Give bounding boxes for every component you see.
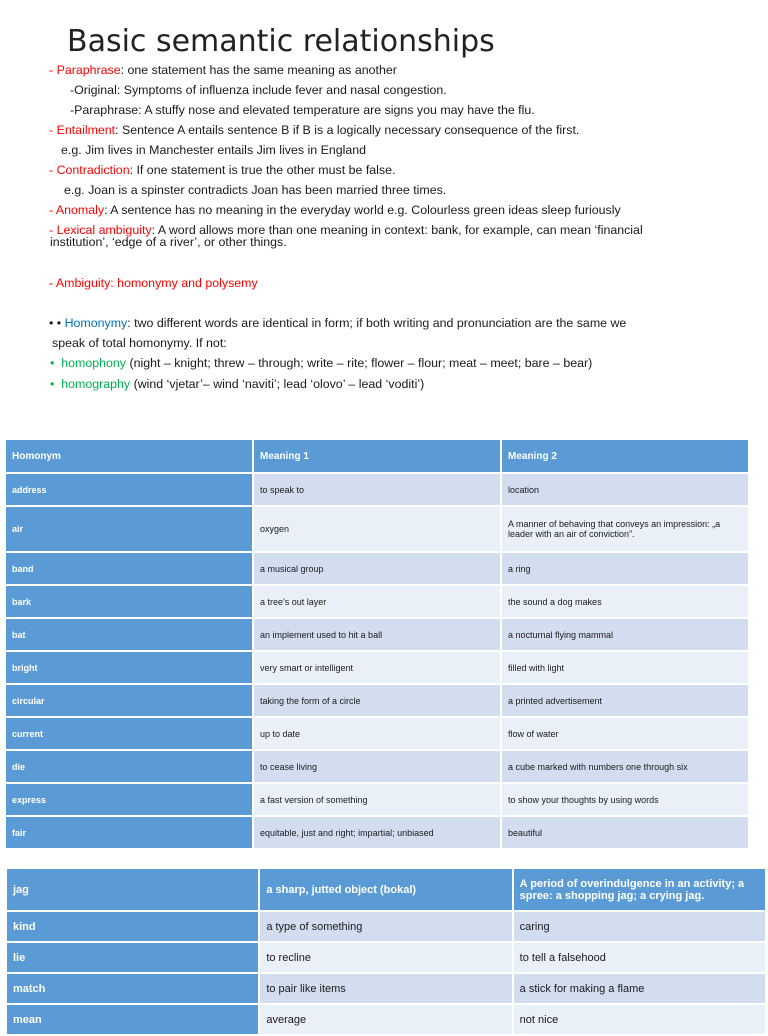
meaning2-cell: to tell a falsehood [514, 943, 765, 972]
meaning2-cell: a stick for making a flame [514, 974, 765, 1003]
anomaly-line [49, 203, 621, 217]
contradiction-line [49, 163, 395, 177]
anomaly-definition: : A sentence has no meaning in the everyday world e.g. Colourless green ideas sleep furiously [104, 203, 621, 217]
meaning1-cell: equitable, just and right; impartial; unbiased [254, 817, 500, 848]
homonym-cell: fair [6, 817, 252, 848]
anomaly-label: - Anomaly [49, 203, 105, 217]
homonym-table-continued [5, 867, 767, 1036]
contradiction-definition: : If one statement is true the other must be false. [129, 163, 396, 177]
homonym-cell: die [6, 751, 252, 782]
paraphrase-label: - Paraphrase [49, 63, 121, 77]
meaning1-cell: oxygen [254, 507, 500, 551]
meaning1-cell: to recline [260, 943, 511, 972]
homophony-definition: (night – knight; threw – through; write – rite; flower – flour; meat – meet; bare – bear) [126, 356, 593, 370]
meaning2-cell: the sound a dog makes [502, 586, 748, 617]
table-row [6, 507, 748, 551]
homography-line [50, 377, 424, 391]
contradiction-dash: - [49, 163, 57, 177]
homography-label: homography [61, 377, 131, 391]
meaning2-cell: A period of overindulgence in an activity; a spree: a shopping jag; a crying jag. [514, 869, 765, 910]
homonym-cell: lie [7, 943, 258, 972]
table-row [7, 912, 765, 941]
meaning1-cell: very smart or intelligent [254, 652, 500, 683]
meaning1-cell: a type of something [260, 912, 511, 941]
homonym-cell: address [6, 474, 252, 505]
contradiction-example: e.g. Joan is a spinster contradicts Joan has been married three times. [64, 183, 447, 197]
homonym-table [4, 438, 750, 850]
meaning2-cell: caring [514, 912, 765, 941]
homonym-cell: express [6, 784, 252, 815]
ambiguity-dash: - [49, 276, 56, 290]
column-header: Meaning 2 [502, 440, 748, 472]
paraphrase-example: -Paraphrase: A stuffy nose and elevated temperature are signs you may have the flu. [70, 103, 535, 117]
meaning2-cell: location [502, 474, 748, 505]
lexical-ambiguity-definition: : A word allows more than one meaning in context: bank, for example, can mean ‘financial [151, 223, 643, 237]
meaning2-cell: a nocturnal flying mammal [502, 619, 748, 650]
homonym-cell: bright [6, 652, 252, 683]
page-title: Basic semantic relationships [67, 24, 495, 59]
homonym-cell: bat [6, 619, 252, 650]
meaning1-cell: to cease living [254, 751, 500, 782]
meaning1-cell: a fast version of something [254, 784, 500, 815]
homonymy-line [49, 316, 626, 330]
table-row [6, 817, 748, 848]
meaning1-cell: average [260, 1005, 511, 1034]
homography-bullet: • [50, 377, 55, 391]
homonym-cell: circular [6, 685, 252, 716]
contradiction-label: Contradiction [56, 163, 130, 177]
meaning2-cell: beautiful [502, 817, 748, 848]
entailment-example: e.g. Jim lives in Manchester entails Jim lives in England [61, 143, 367, 157]
meaning1-cell: a musical group [254, 553, 500, 584]
meaning1-cell: to speak to [254, 474, 500, 505]
meaning2-cell: a ring [502, 553, 748, 584]
column-header: Meaning 1 [254, 440, 500, 472]
homophony-label: homophony [61, 356, 126, 370]
homonym-cell: air [6, 507, 252, 551]
meaning1-cell: up to date [254, 718, 500, 749]
meaning2-cell: filled with light [502, 652, 748, 683]
entailment-line [49, 123, 579, 137]
meaning1-cell: taking the form of a circle [254, 685, 500, 716]
paraphrase-original: -Original: Symptoms of influenza include fever and nasal congestion. [70, 83, 447, 97]
meaning2-cell: not nice [514, 1005, 765, 1034]
paraphrase-line [49, 63, 397, 77]
table-row [6, 553, 748, 584]
meaning2-cell: to show your thoughts by using words [502, 784, 748, 815]
paraphrase-definition: : one statement has the same meaning as another [120, 63, 397, 77]
homonymy-bullet: • • [49, 316, 65, 330]
homophony-line [50, 356, 592, 370]
homophony-bullet: • [50, 356, 55, 370]
homonym-cell: jag [7, 869, 258, 910]
meaning1-cell: a sharp, jutted object (bokal) [260, 869, 511, 910]
meaning1-cell: to pair like items [260, 974, 511, 1003]
table-row [6, 685, 748, 716]
table-row [7, 974, 765, 1003]
meaning1-cell: a tree's out layer [254, 586, 500, 617]
homonym-cell: kind [7, 912, 258, 941]
table-header-row [6, 440, 748, 472]
homonym-cell: current [6, 718, 252, 749]
meaning2-cell: a cube marked with numbers one through six [502, 751, 748, 782]
table-row [6, 652, 748, 683]
table-row [6, 784, 748, 815]
ambiguity-label: Ambiguity: homonymy and polysemy [55, 276, 258, 290]
homonym-cell: band [6, 553, 252, 584]
table-header-row [7, 869, 765, 910]
homonym-cell: match [7, 974, 258, 1003]
lexical-ambiguity-label: - Lexical ambiguity [49, 223, 152, 237]
meaning2-cell: a printed advertisement [502, 685, 748, 716]
table-row [6, 718, 748, 749]
homonymy-definition: : two different words are identical in form; if both writing and pronunciation are the same we [127, 316, 627, 330]
entailment-dash: - [49, 123, 57, 137]
homonym-cell: mean [7, 1005, 258, 1034]
entailment-label: Entailment [56, 123, 116, 137]
meaning1-cell: an implement used to hit a ball [254, 619, 500, 650]
table-row [7, 1005, 765, 1034]
ambiguity-heading [49, 276, 258, 290]
homonymy-definition-cont: speak of total homonymy. If not: [52, 336, 227, 350]
table-row [6, 586, 748, 617]
table-row [6, 619, 748, 650]
homonymy-label: Homonymy [64, 316, 128, 330]
table-row [6, 474, 748, 505]
entailment-definition: : Sentence A entails sentence B if B is a logically necessary consequence of the first. [115, 123, 580, 137]
lexical-ambiguity-definition-cont: institution’, ‘edge of a river’, or other things. [50, 235, 287, 249]
meaning2-cell: flow of water [502, 718, 748, 749]
homography-definition: (wind ‘vjetar’– wind ‘naviti’; lead ‘olovo’ – lead ‘voditi’) [130, 377, 425, 391]
homonym-cell: bark [6, 586, 252, 617]
table-row [7, 943, 765, 972]
table-row [6, 751, 748, 782]
meaning2-cell: A manner of behaving that conveys an impression: „a leader with an air of conviction”. [502, 507, 748, 551]
column-header: Homonym [6, 440, 252, 472]
